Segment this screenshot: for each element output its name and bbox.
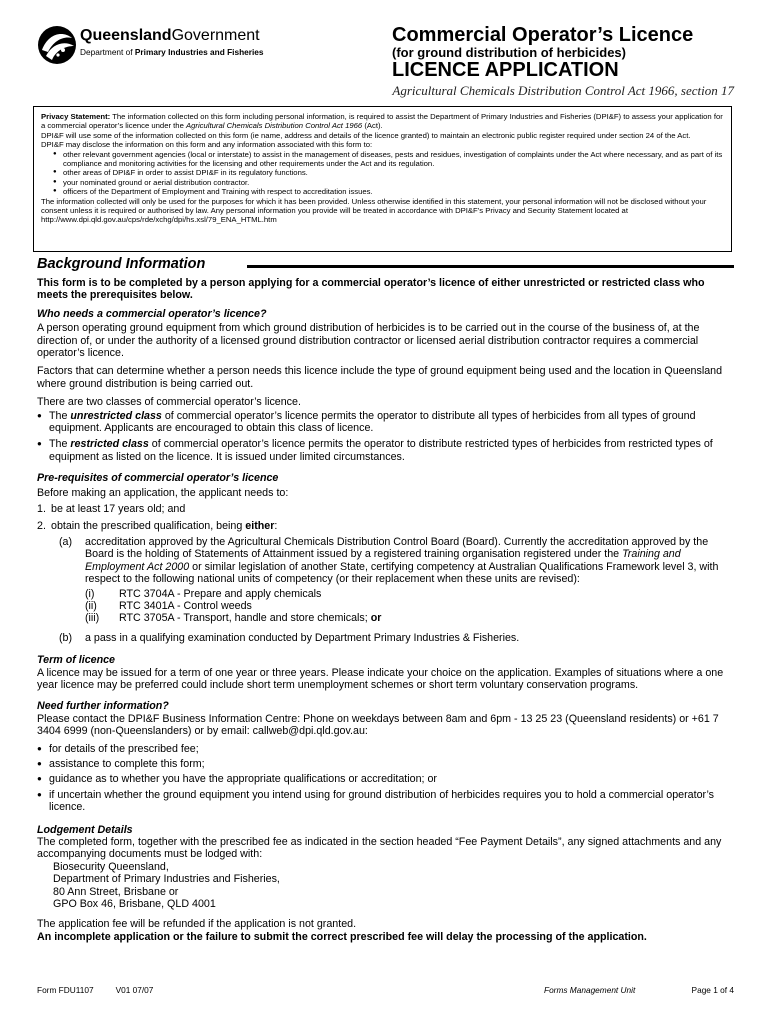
- address-line: Biosecurity Queensland,: [53, 860, 169, 873]
- page-subtitle: (for ground distribution of herbicides): [392, 45, 626, 60]
- term-text: A licence may be issued for a term of one year or three years. Please indicate your choice on the application. Examples of situations where a one year licence may be preferred could include short term unemployment schemes or short term voluntary conservation programs.: [37, 666, 724, 691]
- lead-text: This form is to be completed by a person applying for a commercial operator’s licence of either unrestricted or restricted class who meets the prerequisites below.: [37, 277, 705, 302]
- privacy-statement-box: [33, 106, 732, 252]
- term-heading: Term of licence: [37, 654, 116, 667]
- lodgement-text: The completed form, together with the prescribed fee as indicated in the section headed “Fee Payment Details”, any signed attachments and any accompanying documents must be lodged with:: [37, 836, 722, 861]
- unrestricted-class-item: ● The unrestricted class of commercial operator’s licence permits the operator to distribute all types of herbicides from all types of ground equipment. Applicants are encouraged to obtain this class of licence.: [37, 410, 733, 435]
- help-heading: Need further information?: [37, 700, 169, 713]
- restricted-class-item: ● The restricted class of commercial operator’s licence permits the operator to distribute restricted types of herbicides from restricted types of equipment as listed on the licence. It is issued under limited circumstances.: [37, 438, 733, 463]
- privacy-register: DPI&F will use some of the information collected on this form (ie name, address and details of the licence granted) to maintain an electronic public register required under section 24 of the Act.: [41, 130, 691, 140]
- address-line: 80 Ann Street, Brisbane or: [53, 885, 179, 898]
- refund-note: The application fee will be refunded if the application is not granted.: [37, 918, 357, 931]
- unit-item: (iii) RTC 3705A - Transport, handle and store chemicals; or: [85, 612, 382, 625]
- list-item: ● your nominated ground or aerial distribution contractor.: [55, 178, 724, 187]
- prereq-item-1: 1. be at least 17 years old; and: [37, 503, 186, 516]
- address-line: GPO Box 46, Brisbane, QLD 4001: [53, 898, 216, 911]
- address-line: Department of Primary Industries and Fisheries,: [53, 873, 280, 886]
- privacy-list: [41, 150, 724, 197]
- incomplete-warning: An incomplete application or the failure to submit the correct prescribed fee will delay the processing of the application.: [37, 930, 647, 943]
- form-type-heading: LICENCE APPLICATION: [392, 59, 619, 81]
- logo-department: Department of Primary Industries and Fisheries: [80, 47, 264, 57]
- qld-crest-icon: [36, 24, 78, 66]
- unit-item: (i) RTC 3704A - Prepare and apply chemicals: [85, 587, 322, 600]
- privacy-link[interactable]: http://www.dpi.qld.gov.au/cps/rde/xchg/dpi/hs.xsl/79_ENA_HTML.htm: [41, 215, 277, 225]
- qualification-a: (a) accreditation approved by the Agricultural Chemicals Distribution Control Board (Board). Currently the accreditation approved by the Board is the holding of Statements of Attainment issued by a registered training organisation registered under the Training and Employment Act 2000 or similar legislation of another State, certifying competency at Australian Qualifications Framework level 3, with respect to the following national units of competency (or their replacement when these units are revised):: [59, 535, 719, 586]
- privacy-disclosure: DPI&F may disclose the information on this form and any information associated with this form to:: [41, 140, 373, 150]
- heading-rule: [247, 265, 734, 268]
- privacy-usage: The information collected will only be used for the purposes for which it has been provided. Unless otherwise identified in this statement, your personal information will not be disclosed without your consent unless it is required or authorised by law. Any personal information you provide will be treated in accordance with DPI&F’s Privacy and Security Statement located at http://www.dpi.qld.gov.au/cps/rde/xchg/dpi/hs.xsl/79_ENA_HTML.htm: [41, 196, 707, 225]
- act-reference: Agricultural Chemicals Distribution Control Act 1966, section 17: [392, 83, 734, 98]
- unit-item: (ii) RTC 3401A - Control weeds: [85, 599, 252, 612]
- prereq-heading: Pre-requisites of commercial operator’s licence: [37, 472, 279, 485]
- prereq-intro: Before making an application, the applicant needs to:: [37, 486, 289, 499]
- list-item: ● officers of the Department of Employment and Training with respect to accreditation issues.: [55, 187, 724, 196]
- qld-government-logo: [36, 24, 266, 70]
- background-content: [37, 277, 733, 943]
- help-item: ● assistance to complete this form;: [37, 758, 733, 770]
- prereq-item-2: 2. obtain the prescribed qualification, being either:: [37, 519, 278, 532]
- qualification-b: (b) a pass in a qualifying examination conducted by Department Primary Industries & Fisheries.: [59, 631, 520, 644]
- who-heading: Who needs a commercial operator’s licence?: [37, 307, 267, 320]
- form-id: Form FDU1107 V01 07/07: [37, 985, 154, 995]
- help-text: Please contact the DPI&F Business Information Centre: Phone on weekdays between 8am and 6pm - 13 25 23 (Queensland residents) or +61 7 3404 6999 (non-Queenslanders) or by email: callweb@dpi.qld.gov.au:: [37, 712, 719, 738]
- list-item: ● other areas of DPI&F in order to assist DPI&F in its regulatory functions.: [55, 168, 724, 177]
- background-heading: Background Information: [37, 255, 734, 275]
- help-item: ● for details of the prescribed fee;: [37, 743, 733, 755]
- list-item: ● other relevant government agencies (local or interstate) to assist in the management of diseases, pests and residues, investigation of complaints under the Act where necessary, and as part of its compliance and monitoring activities for the licensing and other requirements under the Act and its regulation.: [55, 150, 724, 169]
- lodgement-heading: Lodgement Details: [37, 823, 133, 836]
- page-title: Commercial Operator’s Licence: [392, 24, 694, 46]
- privacy-intro: Privacy Statement: The information collected on this form including personal information, is required to assist the Department of Primary Industries and Fisheries (DPI&F) to assess your application for a commercial operator’s licence under the Agricultural Chemicals Distribution Control Act 1966 (Act).: [41, 112, 723, 131]
- logo-wordmark: QueenslandGovernment: [80, 27, 260, 44]
- who-paragraph-1: A person operating ground equipment from which ground distribution of herbicides is to be carried out in the course of the business of, at the direction of, or under the authority of a licensed ground distribution contractor or licensed aerial distribution contractor requires a commercial operator’s licence.: [37, 322, 700, 360]
- page-number: Page 1 of 4: [691, 985, 734, 995]
- help-item: ● if uncertain whether the ground equipment you intend using for ground distribution of herbicides requires you to hold a commercial operator’s licence.: [37, 789, 733, 814]
- who-paragraph-2: Factors that can determine whether a person needs this licence include the type of ground equipment being used and the location in Queensland where ground distribution is being carried out.: [37, 365, 723, 390]
- forms-unit: Forms Management Unit: [544, 985, 636, 995]
- who-paragraph-3: There are two classes of commercial operator’s licence.: [37, 396, 301, 409]
- help-item: ● guidance as to whether you have the appropriate qualifications or accreditation; or: [37, 773, 733, 785]
